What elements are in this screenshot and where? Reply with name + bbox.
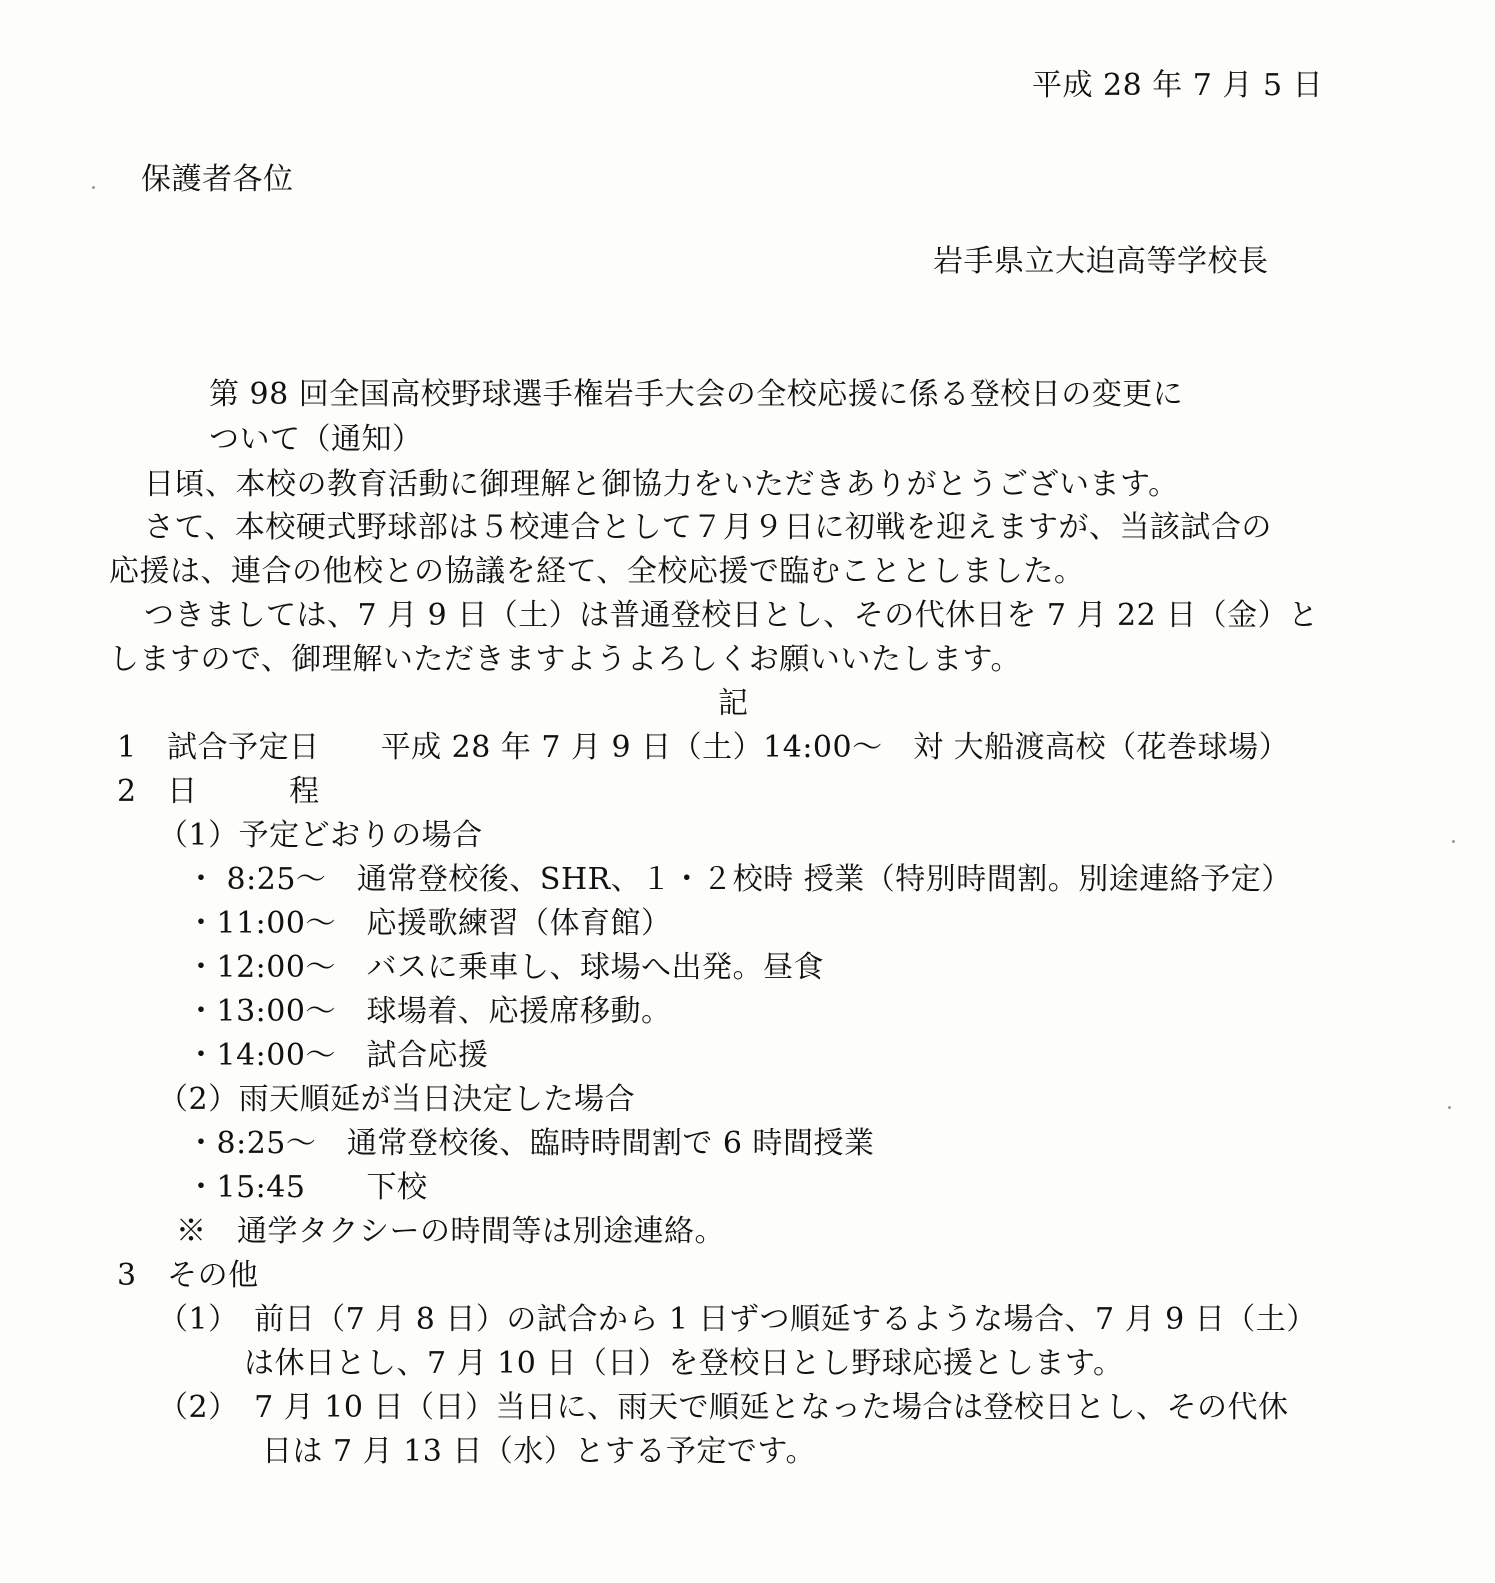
case-1-row: ・11:00～ 応援歌練習（体育館） [186,906,672,941]
other-1-line-2: は休日とし、7 月 10 日（日）を登校日とし野球応援とします。 [244,1346,1124,1381]
item-2-schedule-heading: 2 日 程 [117,774,320,809]
document-date: 平成 28 年 7 月 5 日 [1032,68,1324,103]
body-paragraph-2-line-2: 応援は、連合の他校との協議を経て、全校応援で臨むこととしました。 [109,554,1085,589]
taxi-note: ※ 通学タクシーの時間等は別途連絡。 [176,1214,725,1249]
notice-title-line-2: ついて（通知） [209,422,423,457]
case-1-row: ・12:00～ バスに乗車し、球場へ出発。昼食 [186,950,824,985]
scan-speck [92,186,95,189]
case-2-row: ・8:25～ 通常登校後、臨時時間割で 6 時間授業 [186,1126,875,1161]
case-1-row: ・ 8:25～ 通常登校後、SHR、１・２校時 授業（特別時間割。別途連絡予定） [186,862,1292,897]
case-1-title: （1）予定どおりの場合 [158,818,483,853]
item-1-match-date: 1 試合予定日 平成 28 年 7 月 9 日（土）14:00～ 対 大船渡高校（花巻球場） [117,730,1290,765]
case-1-row: ・13:00～ 球場着、応援席移動。 [186,994,672,1029]
scan-speck [1452,840,1455,843]
other-2-line-2: 日は 7 月 13 日（水）とする予定です。 [262,1434,817,1469]
scan-speck [1448,1106,1451,1109]
other-1-line-1: （1） 前日（7 月 8 日）の試合から 1 日ずつ順延するような場合、7 月 9 日（土） [158,1302,1317,1337]
body-paragraph-2-line-1: さて、本校硬式野球部は５校連合として７月９日に初戦を迎えますが、当該試合の [144,510,1272,545]
case-1-row: ・14:00～ 試合応援 [186,1038,489,1073]
item-3-other-heading: 3 その他 [117,1258,259,1293]
sender: 岩手県立大迫高等学校長 [933,244,1269,279]
notice-title-line-1: 第 98 回全国高校野球選手権岩手大会の全校応援に係る登校日の変更に [209,377,1184,412]
body-paragraph-1: 日頃、本校の教育活動に御理解と御協力をいただきありがとうございます。 [144,467,1179,502]
recipient: 保護者各位 [141,162,294,197]
body-paragraph-3-line-1: つきましては、7 月 9 日（土）は普通登校日とし、その代休日を 7 月 22 日（金）と [144,598,1319,633]
case-2-title: （2）雨天順延が当日決定した場合 [158,1082,636,1117]
other-2-line-1: （2） 7 月 10 日（日）当日に、雨天で順延となった場合は登校日とし、その代休 [158,1390,1289,1425]
ki-marker: 記 [718,686,749,721]
case-2-row: ・15:45 下校 [186,1170,428,1205]
body-paragraph-3-line-2: しますので、御理解いただきますようよろしくお願いいたします。 [109,642,1021,677]
